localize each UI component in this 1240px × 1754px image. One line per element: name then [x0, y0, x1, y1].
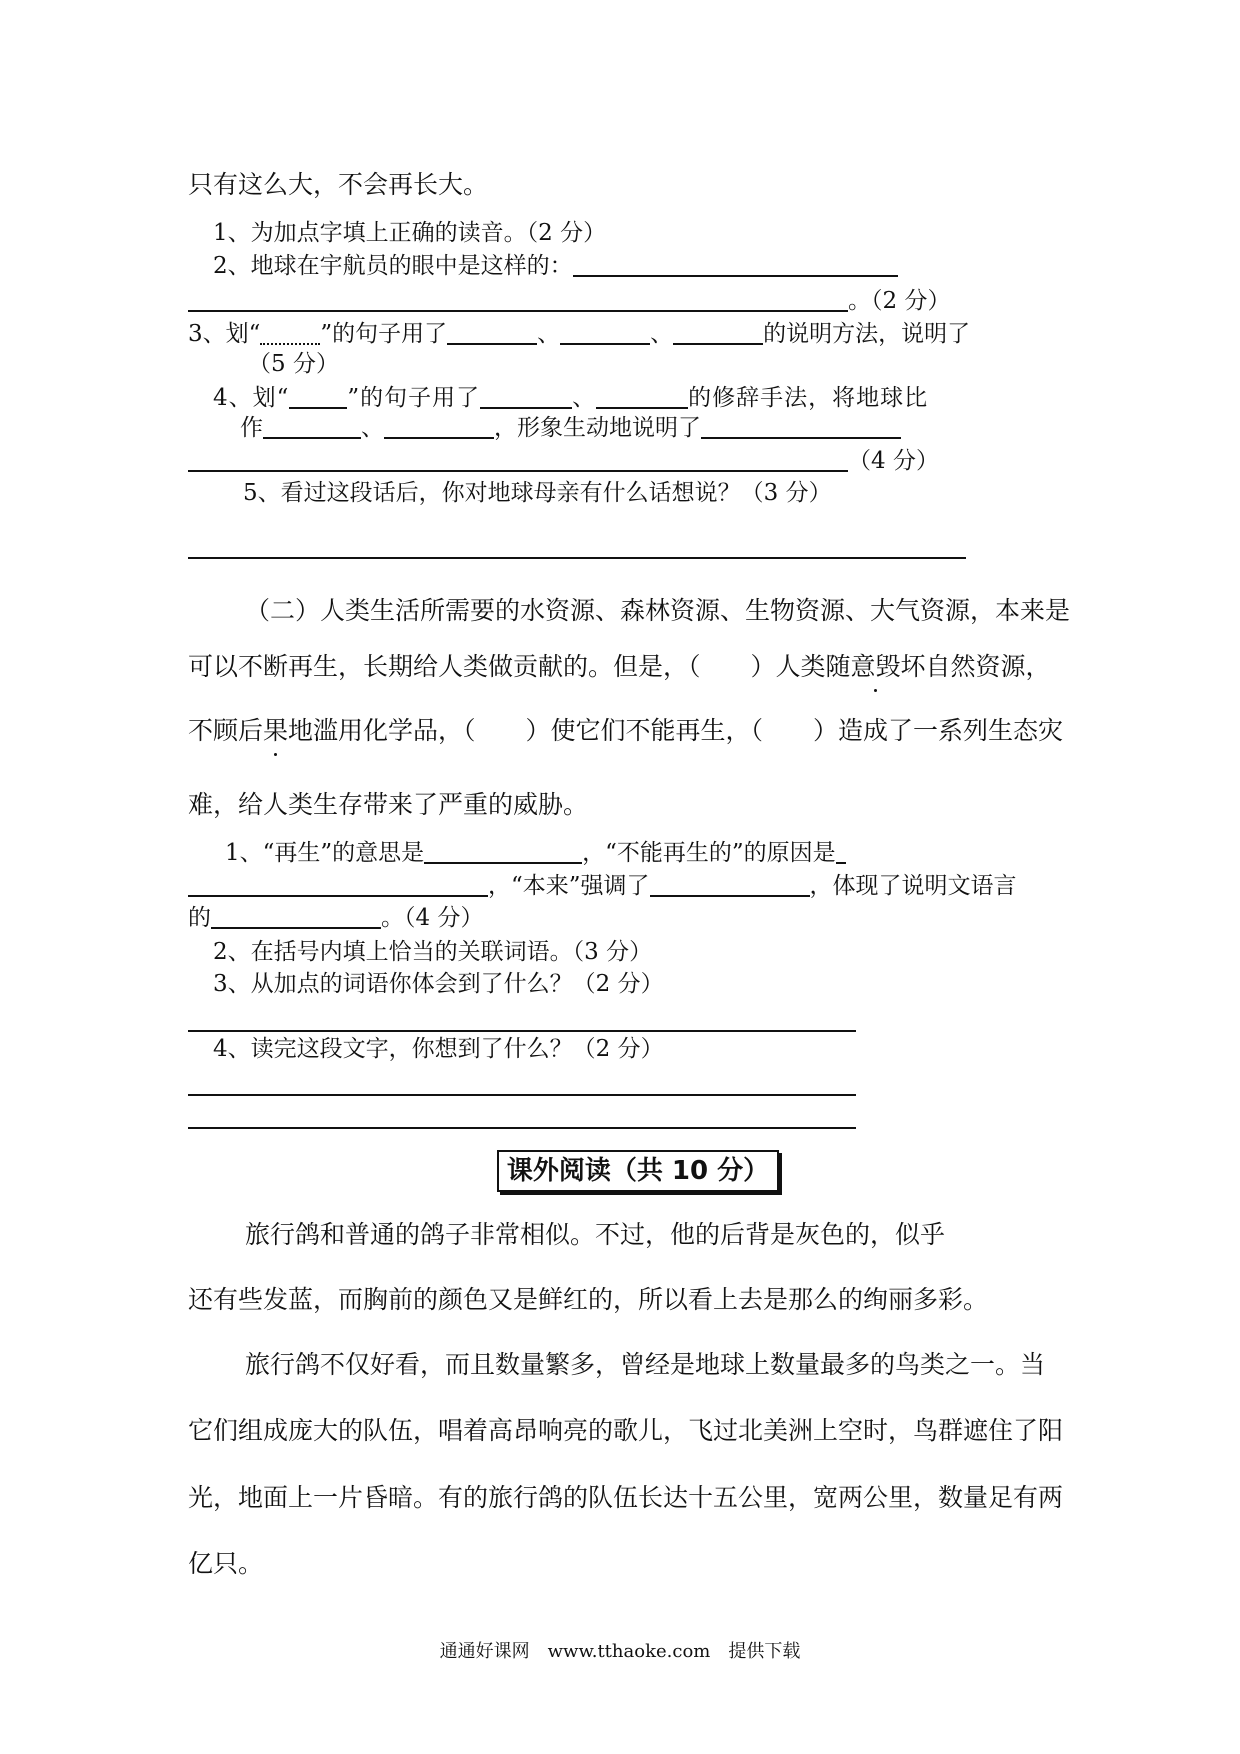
answer-blank[interactable] — [263, 413, 361, 439]
answer-blank[interactable] — [701, 413, 901, 439]
question-1-3-score: （5 分） — [248, 351, 339, 377]
dotted-phrase: 随意毁坏 — [826, 650, 926, 684]
passage-2-line-4: 难，给人类生存带来了严重的威胁。 — [188, 790, 589, 819]
answer-blank[interactable] — [211, 903, 381, 929]
answer-blank[interactable] — [836, 838, 846, 864]
answer-line[interactable] — [188, 1094, 856, 1096]
question-1-2-cont: 。（2 分） — [188, 286, 950, 316]
answer-line[interactable] — [188, 1030, 856, 1032]
passage-2-line-2: 可以不断再生，长期给人类做贡献的。但是，（ ）人类随意毁坏自然资源， — [188, 650, 1051, 684]
answer-blank[interactable] — [480, 383, 572, 409]
question-2-4: 4、读完这段文字，你想到了什么？（2 分） — [213, 1036, 664, 1062]
answer-line[interactable] — [188, 557, 966, 559]
answer-line[interactable] — [188, 1127, 856, 1129]
answer-blank[interactable] — [596, 383, 688, 409]
answer-blank[interactable] — [188, 871, 488, 897]
answer-blank[interactable] — [673, 319, 763, 345]
question-1-2: 2、地球在宇航员的眼中是这样的： — [213, 251, 898, 281]
answer-blank[interactable] — [188, 286, 848, 312]
answer-blank[interactable] — [289, 383, 347, 409]
passage-2-line-3: 不顾后果地滥用化学品，（ ）使它们不能再生，（ ）造成了一系列生态灾 — [188, 714, 1063, 748]
question-1-4-cont: 作 、 ，形象生动地说明了 — [240, 413, 901, 443]
question-1-4-cont2: （4 分） — [188, 446, 939, 476]
question-2-1: 1、“再生”的意思是 ，“不能再生的”的原因是 — [225, 838, 846, 868]
passage-3-line-5: 光，地面上一片昏暗。有的旅行鸽的队伍长达十五公里，宽两公里，数量足有两 — [188, 1483, 1064, 1512]
question-1-1: 1、为加点字填上正确的读音。（2 分） — [213, 220, 607, 246]
question-1-5: 5、看过这段话后，你对地球母亲有什么话想说？（3 分） — [243, 480, 832, 506]
question-1-4: 4、划“ ”的句子用了 、 的修辞手法，将地球比 — [213, 385, 929, 411]
page-footer: 通通好课网 www.tthaoke.com 提供下载 — [439, 1641, 801, 1662]
answer-blank[interactable] — [650, 871, 810, 897]
passage-2-line-1: （二）人类生活所需要的水资源、森林资源、生物资源、大气资源，本来是 — [245, 596, 1071, 625]
question-2-2: 2、在括号内填上恰当的关联词语。（3 分） — [213, 939, 653, 965]
passage-3-line-1: 旅行鸽和普通的鸽子非常相似。不过，他的后背是灰色的，似乎 — [245, 1220, 946, 1249]
passage-3-line-3: 旅行鸽不仅好看，而且数量繁多，曾经是地球上数量最多的鸟类之一。当 — [245, 1350, 1046, 1379]
answer-blank[interactable] — [573, 251, 898, 277]
answer-blank[interactable] — [560, 319, 650, 345]
question-2-1-cont2: 的 。（4 分） — [188, 905, 484, 931]
paragraph-end: 只有这么大，不会再长大。 — [188, 170, 489, 199]
answer-blank[interactable] — [384, 413, 494, 439]
question-2-1-cont: ，“本来”强调了 ，体现了说明文语言 — [188, 871, 1017, 901]
passage-3-line-6: 亿只。 — [188, 1549, 264, 1578]
answer-blank[interactable] — [188, 446, 848, 472]
dotted-phrase: 不顾后果地滥用 — [188, 714, 363, 748]
answer-blank[interactable] — [424, 838, 582, 864]
question-1-3: 3、划“ ”的句子用了 、 、 的说明方法，说明了 — [188, 321, 971, 347]
question-2-3: 3、从加点的词语你体会到了什么？（2 分） — [213, 971, 664, 997]
passage-3-line-4: 它们组成庞大的队伍，唱着高昂响亮的歌儿，飞过北美洲上空时，鸟群遮住了阳 — [188, 1416, 1064, 1445]
passage-3-line-2: 还有些发蓝，而胸前的颜色又是鲜红的，所以看上去是那么的绚丽多彩。 — [188, 1285, 989, 1314]
section-title: 课外阅读（共 10 分） — [497, 1150, 779, 1192]
wavy-blank — [260, 319, 320, 345]
answer-blank[interactable] — [447, 319, 537, 345]
